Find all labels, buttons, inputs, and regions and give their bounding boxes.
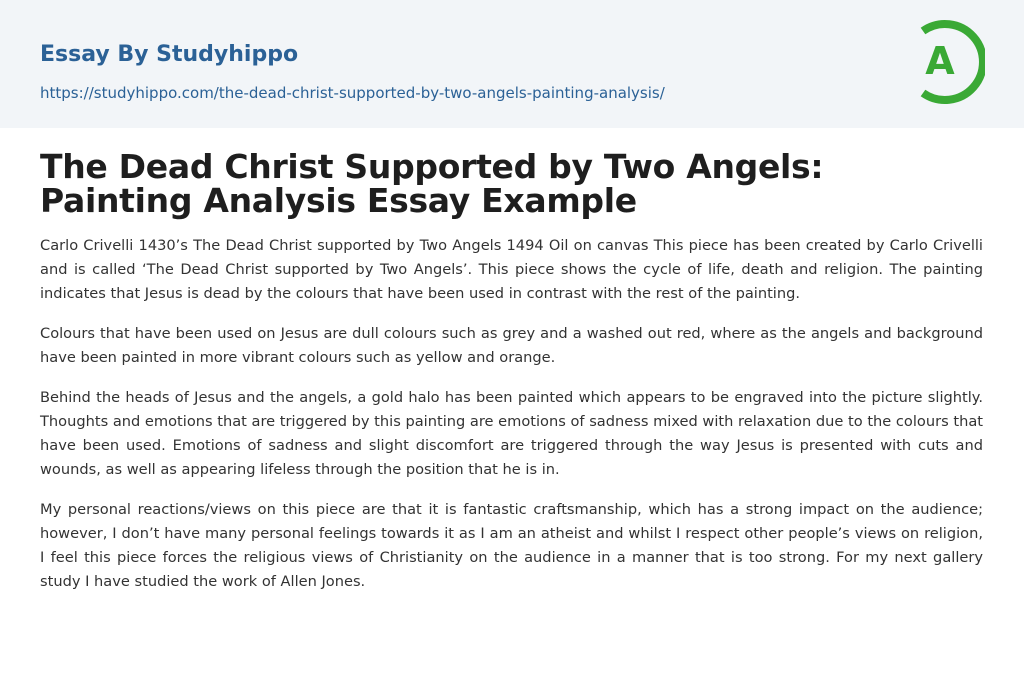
site-header: [0, 0, 1024, 128]
article-paragraph-2: Colours that have been used on Jesus are dull colours such as grey and a washed out red, where as the angels and background have been painted in more vibrant colours such as yellow and orange.: [40, 325, 983, 366]
studyhippo-logo-icon[interactable]: [913, 19, 985, 105]
article-title: [40, 147, 983, 220]
article-paragraph-3: Behind the heads of Jesus and the angels, a gold halo has been painted which appears to be engraved into the picture slightly. Thoughts and emotions that are triggered by this painting are emotions of sadness mixed with relaxation due to the colours that have been used. Emotions of sadness and slight discomfort are triggered through the way Jesus is presented with cuts and wounds, as well as appearing lifeless through the position that he is in.: [40, 389, 983, 478]
site-title[interactable]: Essay By Studyhippo: [40, 42, 299, 67]
article-title-line-2: Painting Analysis Essay Example: [40, 181, 637, 220]
article-url-link[interactable]: https://studyhippo.com/the-dead-christ-supported-by-two-angels-painting-analysis/: [40, 84, 665, 102]
article-paragraph-4: My personal reactions/views on this piece are that it is fantastic craftsmanship, which has a strong impact on the audience; however, I don’t have many personal feelings towards it as I am an atheist and whilst I respect other people’s views on religion, I feel this piece forces the religious views of Christianity on the audience in a manner that is too strong. For my next gallery study I have studied the work of Allen Jones.: [40, 501, 983, 590]
logo-letter: A: [925, 39, 955, 83]
article-paragraph-1: Carlo Crivelli 1430’s The Dead Christ supported by Two Angels 1494 Oil on canvas This piece has been created by Carlo Crivelli and is called ‘The Dead Christ supported by Two Angels’. This piece shows the cycle of life, death and religion. The painting indicates that Jesus is dead by the colours that have been used in contrast with the rest of the painting.: [40, 237, 983, 302]
article-content: [40, 147, 983, 610]
article-title-line-1: The Dead Christ Supported by Two Angels:: [40, 147, 824, 186]
